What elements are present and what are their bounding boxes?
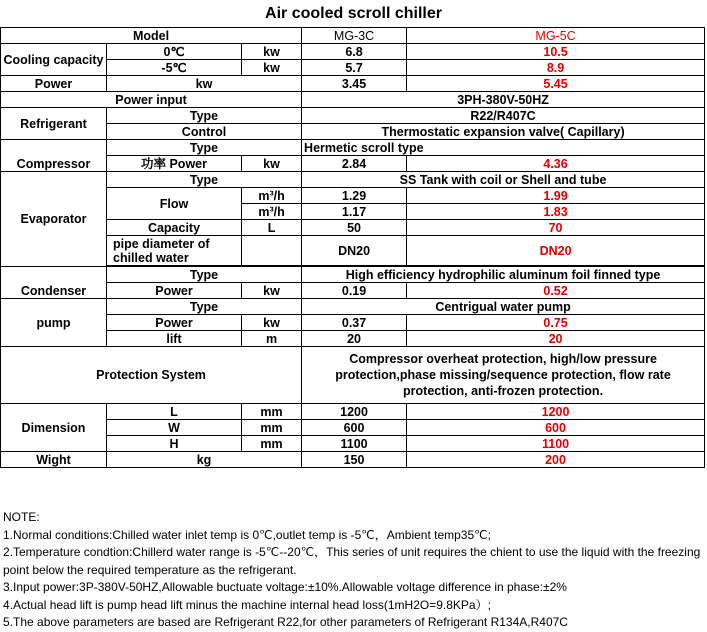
compressor-power-unit: kw [242, 156, 302, 172]
compressor-power-label: 功率 Power [107, 156, 242, 172]
refrigerant-type-label: Type [107, 108, 302, 124]
evaporator-capacity-label: Capacity [107, 220, 242, 236]
note-4: 4.Actual head lift is pump head lift minus the machine internal head loss(1mH2O=9.8KPa）; [3, 597, 491, 612]
evaporator-type-label: Type [107, 172, 302, 188]
evaporator-capacity-unit: L [242, 220, 302, 236]
header-model-1: MG-3C [302, 28, 407, 44]
evaporator-flow-unit-1: m³/h [242, 188, 302, 204]
dimension-w-label: W [107, 420, 242, 436]
cooling-cond-1: 0℃ [107, 44, 242, 60]
table-row [1, 315, 705, 331]
table-row [1, 436, 705, 452]
table-row [1, 156, 705, 172]
power-input-value: 3PH-380V-50HZ [302, 92, 705, 108]
dimension-l-v2: 1200 [407, 404, 705, 420]
evaporator-type-value: SS Tank with coil or Shell and tube [302, 172, 705, 188]
condenser-power-label: Power [107, 283, 242, 299]
cooling-label: Cooling capacity [1, 44, 107, 76]
power-label: Power [1, 76, 107, 92]
cooling-v1-1: 6.8 [302, 44, 407, 60]
dimension-w-v2: 600 [407, 420, 705, 436]
weight-v1: 150 [302, 452, 407, 468]
table-row [1, 267, 705, 283]
table-row [1, 188, 705, 204]
notes-heading: NOTE: [3, 510, 40, 524]
header-model-2: MG-5C [407, 28, 705, 44]
protection-value: Compressor overheat protection, high/low pressure protection,phase missing/sequence protection, flow rate protection, anti-frozen protection. [302, 347, 705, 404]
pump-lift-label: lift [107, 331, 242, 347]
evaporator-label: Evaporator [1, 172, 107, 267]
condenser-label: Condenser [1, 267, 107, 299]
power-unit: kw [107, 76, 302, 92]
compressor-type-value: Hermetic scroll type [302, 140, 705, 156]
evaporator-pipe-v2: DN20 [407, 236, 705, 266]
table-row [1, 420, 705, 436]
evaporator-flow-v1-2: 1.17 [302, 204, 407, 220]
evaporator-capacity-v2: 70 [407, 220, 705, 236]
evaporator-pipe-label: pipe diameter of chilled water [107, 236, 242, 266]
table-row [1, 172, 705, 188]
spec-table [0, 27, 705, 468]
table-row [1, 220, 705, 236]
note-5: 5.The above parameters are based are Refrigerant R22,for other parameters of Refrigerant R134A,R407C [3, 615, 568, 629]
condenser-type-value: High efficiency hydrophilic aluminum foil finned type [302, 267, 705, 283]
compressor-v1: 2.84 [302, 156, 407, 172]
evaporator-flow-v2-2: 1.83 [407, 204, 705, 220]
evaporator-flow-v1-1: 1.29 [302, 188, 407, 204]
dimension-l-v1: 1200 [302, 404, 407, 420]
evaporator-pipe-v1: DN20 [302, 236, 407, 266]
table-row [1, 347, 705, 404]
page-title: Air cooled scroll chiller [265, 5, 442, 22]
weight-unit: kg [107, 452, 302, 468]
condenser-power-unit: kw [242, 283, 302, 299]
power-input-label: Power input [1, 92, 302, 108]
table-row [1, 236, 705, 266]
table-row [1, 108, 705, 124]
refrigerant-type-value: R22/R407C [302, 108, 705, 124]
evaporator-flow-unit-2: m³/h [242, 204, 302, 220]
dimension-w-unit: mm [242, 420, 302, 436]
table-row [1, 404, 705, 420]
table-row [1, 452, 705, 468]
header-model: Model [1, 28, 302, 44]
table-row [1, 124, 705, 140]
dimension-l-unit: mm [242, 404, 302, 420]
condenser-v1: 0.19 [302, 283, 407, 299]
condenser-type-label: Type [107, 267, 302, 283]
condenser-v2: 0.52 [407, 283, 705, 299]
cooling-unit-1: kw [242, 44, 302, 60]
protection-label: Protection System [1, 347, 302, 404]
note-1: 1.Normal conditions:Chilled water inlet temp is 0℃,outlet temp is -5℃，Ambient temp35℃; [3, 527, 491, 542]
dimension-h-v2: 1100 [407, 436, 705, 452]
evaporator-flow-label: Flow [107, 188, 242, 220]
pump-label: pump [1, 299, 107, 347]
dimension-h-label: H [107, 436, 242, 452]
dimension-label: Dimension [1, 404, 107, 452]
table-row [1, 283, 705, 299]
pump-lift-v2: 20 [407, 331, 705, 347]
evaporator-flow-v2-1: 1.99 [407, 188, 705, 204]
compressor-type-label: Type [107, 140, 302, 156]
cooling-v2-1: 10.5 [407, 44, 705, 60]
table-row [1, 331, 705, 347]
pump-power-unit: kw [242, 315, 302, 331]
refrigerant-label: Refrigerant [1, 108, 107, 140]
note-2: 2.Temperature condtion:Chillerd water range is -5℃--20℃，This series of unit requires the chient to use the liquid with the freezing point below the required temperature as the refrigerant. [3, 545, 701, 577]
table-row [1, 28, 705, 44]
table-row [1, 60, 705, 76]
note-3: 3.Input power:3P-380V-50HZ,Allowable buctuate voltage:±10%.Allowable voltage difference in phase:±2% [3, 580, 567, 594]
power-v2: 5.45 [407, 76, 705, 92]
power-v1: 3.45 [302, 76, 407, 92]
evaporator-capacity-v1: 50 [302, 220, 407, 236]
cooling-v2-2: 8.9 [407, 60, 705, 76]
table-row [1, 92, 705, 108]
dimension-w-v1: 600 [302, 420, 407, 436]
pump-power-v2: 0.75 [407, 315, 705, 331]
table-row [1, 76, 705, 92]
cooling-unit-2: kw [242, 60, 302, 76]
table-row [1, 140, 705, 156]
pump-type-value: Centrigual water pump [302, 299, 705, 315]
pump-power-v1: 0.37 [302, 315, 407, 331]
table-row [1, 299, 705, 315]
notes-section [3, 509, 705, 632]
compressor-label: Compressor [1, 140, 107, 172]
weight-v2: 200 [407, 452, 705, 468]
pump-lift-v1: 20 [302, 331, 407, 347]
weight-label: Wight [1, 452, 107, 468]
pump-lift-unit: m [242, 331, 302, 347]
compressor-v2: 4.36 [407, 156, 705, 172]
cooling-v1-2: 5.7 [302, 60, 407, 76]
dimension-h-v1: 1100 [302, 436, 407, 452]
evaporator-pipe-unit [242, 236, 302, 266]
dimension-h-unit: mm [242, 436, 302, 452]
refrigerant-control-label: Control [107, 124, 302, 140]
pump-power-label: Power [107, 315, 242, 331]
table-row [1, 44, 705, 60]
refrigerant-control-value: Thermostatic expansion valve( Capillary) [302, 124, 705, 140]
pump-type-label: Type [107, 299, 302, 315]
cooling-cond-2: -5℃ [107, 60, 242, 76]
dimension-l-label: L [107, 404, 242, 420]
